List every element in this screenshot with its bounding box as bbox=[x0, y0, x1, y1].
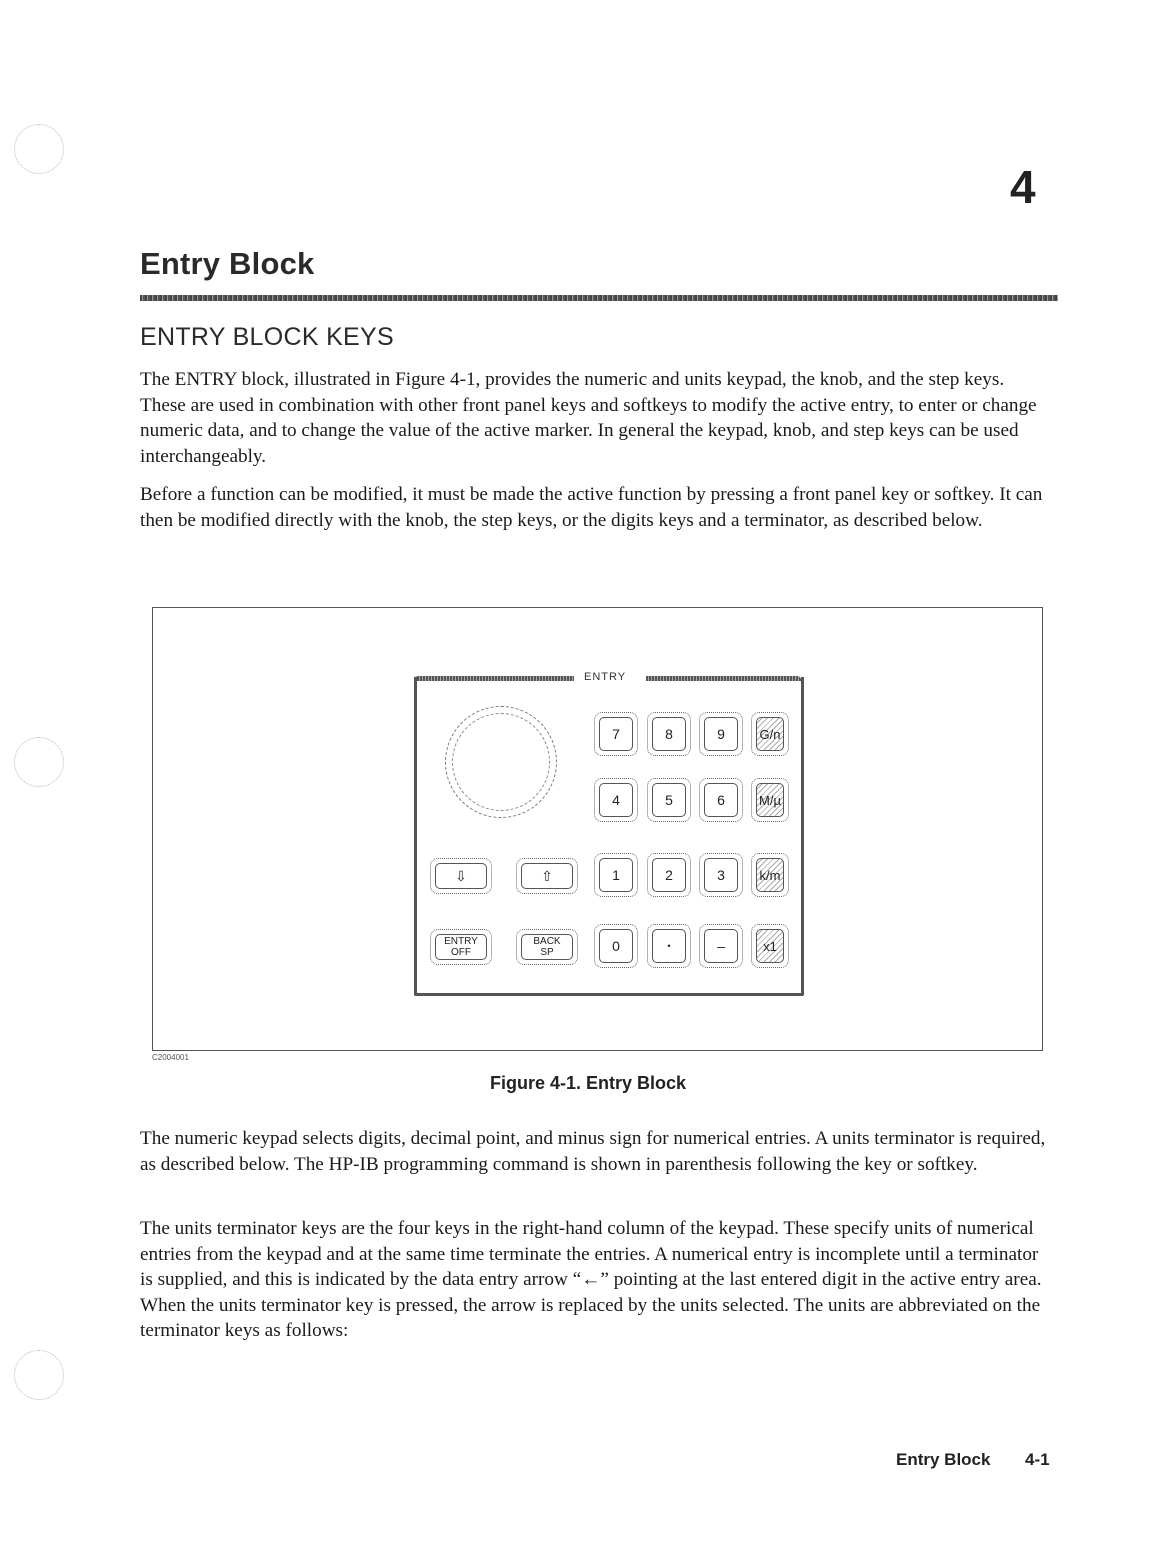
punch-hole-middle bbox=[14, 737, 64, 787]
key-decimal-point: • bbox=[647, 924, 691, 968]
key-9: 9 bbox=[699, 712, 743, 756]
key-7: 7 bbox=[594, 712, 638, 756]
paragraph-numeric-keypad: The numeric keypad selects digits, decimal point, and minus sign for numerical entries. A units terminator is required, as described below. The HP-IB programming command is shown in parenthesis following the key or softkey. bbox=[140, 1128, 1046, 1175]
step-up-key bbox=[516, 858, 578, 894]
punch-hole-bottom bbox=[14, 1350, 64, 1400]
title-rule bbox=[140, 295, 1058, 301]
panel-label: ENTRY bbox=[584, 671, 627, 683]
step-down-key bbox=[430, 858, 492, 894]
paragraph-units-terminator: The units terminator keys are the four keys in the right-hand column of the keypad. These specify units of numerical entries from the keypad and at the same time terminate the entries. A numerical entry is incomplete until a terminator is supplied, and this is indicated by the data entry arrow “←” pointing at the last entered digit in the active entry area. When the units terminator key is pressed, the arrow is replaced by the units selected. The units are abbreviated on the terminator keys as follows: bbox=[140, 1218, 1042, 1342]
key-minus: – bbox=[699, 924, 743, 968]
key-2: 2 bbox=[647, 853, 691, 897]
chapter-number: 4 bbox=[1010, 161, 1036, 213]
arrow-up-icon: ⇧ bbox=[541, 867, 553, 884]
figure-caption: Figure 4-1. Entry Block bbox=[489, 1073, 687, 1093]
key-0: 0 bbox=[594, 924, 638, 968]
punch-hole-top bbox=[14, 124, 64, 174]
key-1: 1 bbox=[594, 853, 638, 897]
key-4: 4 bbox=[594, 778, 638, 822]
figure-code: C2004001 bbox=[152, 1053, 189, 1062]
footer-page-number: 4-1 bbox=[1025, 1450, 1050, 1469]
arrow-down-icon: ⇩ bbox=[455, 867, 467, 884]
back-space-key: BACK SP bbox=[516, 929, 578, 965]
key-mega-micro: M/µ bbox=[751, 778, 789, 822]
paragraph-intro: The ENTRY block, illustrated in Figure 4-1, provides the numeric and units keypad, the knob, and the step keys. These are used in combination with other front panel keys and softkeys to modify the active entry, to enter or change numeric data, and to change the value of the active marker. In general the keypad, knob, and step keys can be used interchangeably. bbox=[140, 369, 1037, 467]
entry-off-key: ENTRY OFF bbox=[430, 929, 492, 965]
key-giga-nano: G/n bbox=[751, 712, 789, 756]
chapter-title: Entry Block bbox=[140, 246, 315, 281]
key-8: 8 bbox=[647, 712, 691, 756]
key-6: 6 bbox=[699, 778, 743, 822]
key-3: 3 bbox=[699, 853, 743, 897]
section-heading: ENTRY BLOCK KEYS bbox=[140, 323, 394, 351]
footer-section-title: Entry Block bbox=[896, 1450, 991, 1469]
paragraph-active-function: Before a function can be modified, it must be made the active function by pressing a front panel key or softkey. It can then be modified directly with the knob, the step keys, or the digits keys and a terminator, as described below. bbox=[140, 484, 1043, 531]
key-5: 5 bbox=[647, 778, 691, 822]
key-kilo-milli: k/m bbox=[751, 853, 789, 897]
knob-icon bbox=[445, 706, 557, 818]
key-x1: x1 bbox=[751, 924, 789, 968]
